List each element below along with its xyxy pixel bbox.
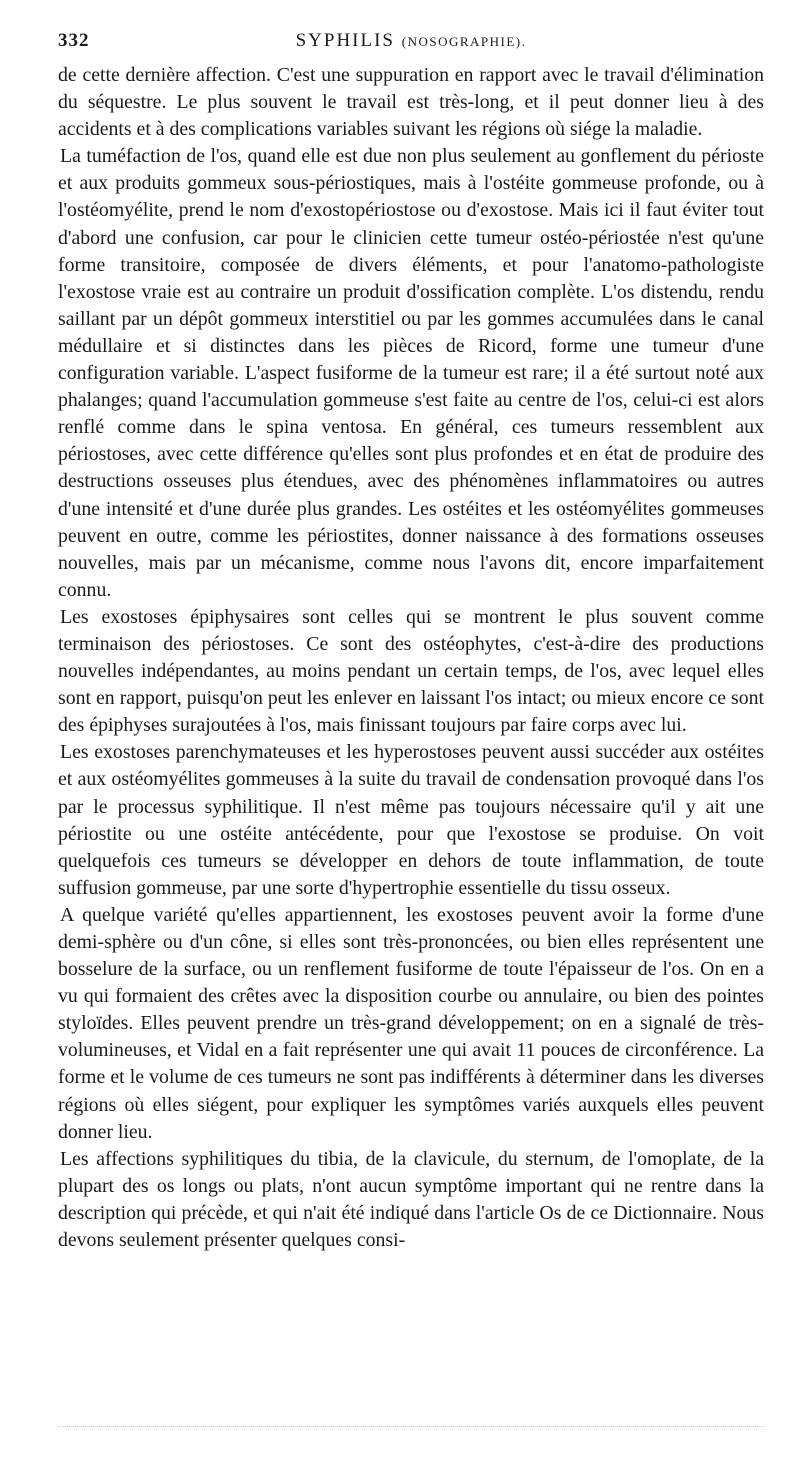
paragraph-6: Les affections syphilitiques du tibia, de la clavicule, du sternum, de l'omoplate, de la plupart des os longs ou plats, n'ont aucun symptôme important qui ne rentre dans la description qui précède, et qui n'ait été indiqué dans l'article Os de ce Dictionnaire. Nous devons seulement présenter quelques consi-: [58, 1147, 764, 1252]
paragraph-5: A quelque variété qu'elles appartiennent, les exostoses peuvent avoir la forme d'une demi-sphère ou d'un cône, si elles sont très-prononcées, ou bien elles représentent une bosselure de la surface, ou un renflement fusiforme de toute l'épaisseur de l'os. On en a vu qui formaient des crêtes avec la disposition courbe ou annulaire, ou bien des pointes styloïdes. Elles peuvent prendre un très-grand développement; on en a signalé de très-volumineuses, et Vidal en a fait représenter une qui avait 11 pouces de circonférence. La forme et le volume de ces tumeurs ne sont pas indifférents à déterminer dans les diverses régions où elles siégent, pour expliquer les symptômes variés auxquels elles peuvent donner lieu.: [58, 903, 764, 1143]
paragraph-3: Les exostoses épiphysaires sont celles qui se montrent le plus souvent comme terminaison des périostoses. Ce sont des ostéophytes, c'est-à-dire des productions nouvelles indépendantes, au moins pendant un certain temps, de l'os, avec lequel elles sont en rapport, puisqu'on peut les enlever en laissant l'os intact; ou mieux encore ce sont des épiphyses surajoutées à l'os, mais finissant toujours par faire corps avec lui.: [58, 605, 764, 737]
running-head: [58, 30, 764, 62]
paragraph-1: de cette dernière affection. C'est une suppuration en rapport avec le travail d'élimination du séquestre. Le plus souvent le travail est très-long, et il peut donner lieu à des accidents et à des complications variables suivant les régions où siége la maladie.: [58, 64, 764, 141]
running-title-sub: (NOSOGRAPHIE).: [401, 34, 527, 49]
paragraph-2: La tuméfaction de l'os, quand elle est due non plus seulement au gonflement du périoste et aux produits gommeux sous-périostiques, mais à l'ostéite gommeuse profonde, ou à l'ostéomyélite, prend le nom d'exostopériostose ou d'exostose. Mais ici il faut éviter tout d'abord une confusion, car pour le clinicien cette tumeur ostéo-périostée n'est qu'une forme transitoire, composée de divers éléments, et pour l'anatomo-pathologiste l'exostose vraie est au contraire un produit d'ossification complète. L'os distendu, rendu saillant par un dépôt gommeux interstitiel ou par les gommes accumulées dans le canal médullaire et si distinctes dans les pièces de Ricord, forme une tumeur d'une configuration variable. L'aspect fusiforme de la tumeur est rare; il a été surtout noté aux phalanges; quand l'accumulation gommeuse s'est faite au centre de l'os, celui-ci est alors renflé comme dans le spina ventosa. En général, ces tumeurs ressemblent aux périostoses, avec cette différence qu'elles sont plus profondes et en état de produire des destructions osseuses plus étendues, avec des phénomènes inflammatoires ou autres d'une intensité et d'une durée plus grandes. Les ostéites et les ostéomyélites gommeuses peuvent en outre, comme les périostites, donner naissance à des formations osseuses nouvelles, mais par un mécanisme, comme nous l'avons dit, encore imparfaitement connu.: [58, 145, 764, 601]
footer-scan-dots: [58, 1426, 764, 1427]
body-text: [58, 62, 764, 1254]
running-title: [58, 30, 764, 52]
running-title-main: SYPHILIS: [295, 30, 395, 51]
paragraph-4: Les exostoses parenchymateuses et les hyperostoses peuvent aussi succéder aux ostéites et aux ostéomyélites gommeuses à la suite du travail de condensation provoqué dans l'os par le processus syphilitique. Il n'est même pas toujours nécessaire qu'il y ait une périostite ou une ostéite antécédente, pour que l'exostose se produise. On voit quelquefois ces tumeurs se développer en dehors de toute inflammation, de toute suffusion gommeuse, par une sorte d'hypertrophie essentielle du tissu osseux.: [58, 741, 764, 899]
document-page: [58, 30, 764, 1254]
page-number: 332: [58, 30, 90, 51]
